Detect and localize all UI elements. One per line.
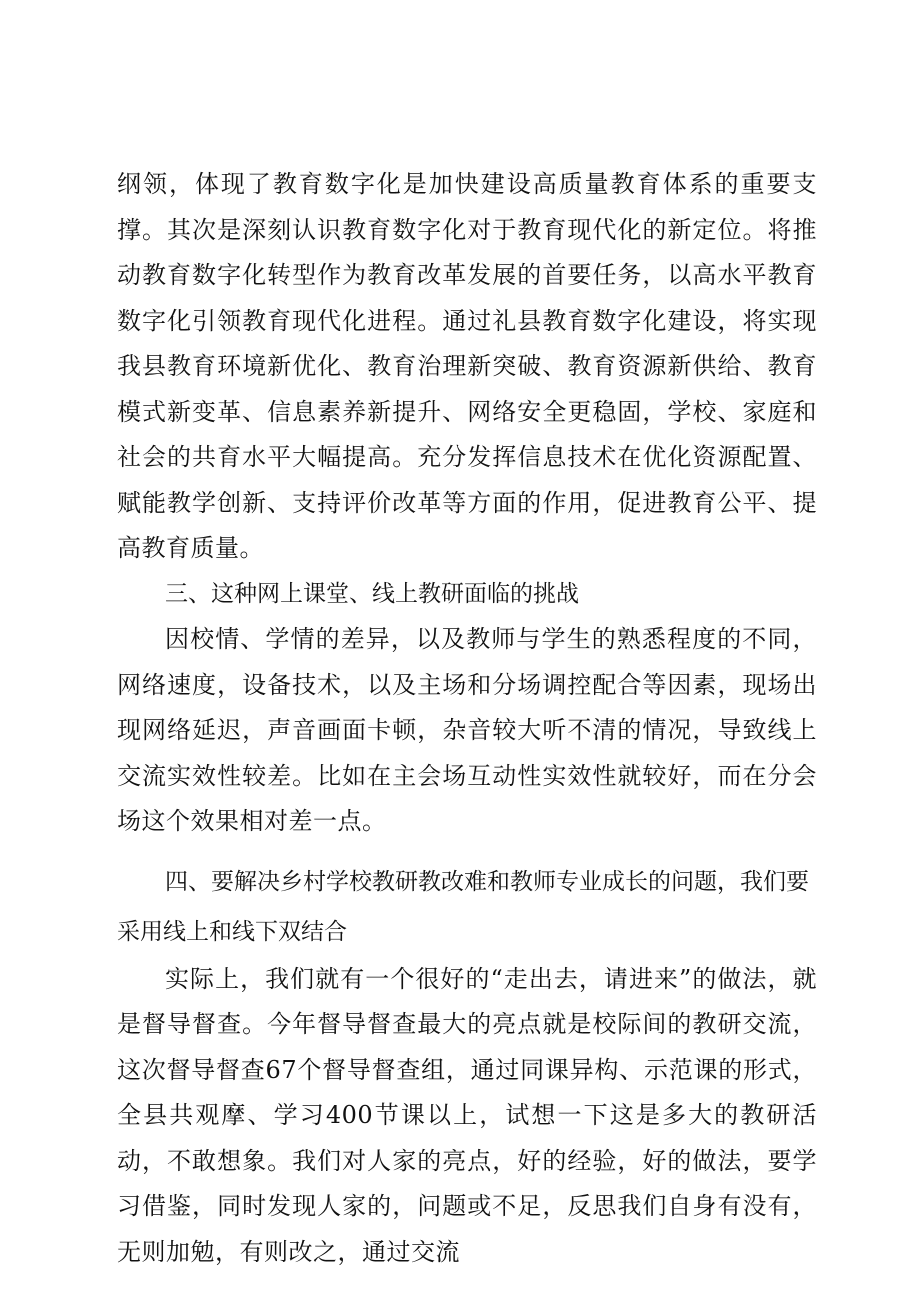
body-paragraph-continued: 纲领，体现了教育数字化是加快建设高质量教育体系的重要支撑。其次是深刻认识教育数字化对于教育现代化的新定位。将推动教育数字化转型作为教育改革发展的首要任务，以高水平教育数字化引领教育现代化进程。通过礼县教育数字化建设，将实现我县教育环境新优化、教育治理新突破、教育资源新供给、教育模式新变革、信息素养新提升、网络安全更稳固，学校、家庭和社会的共育水平大幅提高。充分发挥信息技术在优化资源配置、赋能教学创新、支持评价改革等方面的作用，促进教育公平、提高教育质量。 bbox=[117, 170, 817, 562]
section-heading-three: 三、这种网上课堂、线上教研面临的挑战 bbox=[165, 580, 579, 607]
body-paragraph-challenges: 因校情、学情的差异，以及教师与学生的熟悉程度的不同，网络速度，设备技术，以及主场和分场调控配合等因素，现场出现网络延迟，声音画面卡顿，杂音较大听不清的情况，导致线上交流实效性较差。比如在主会场互动性实效性就较好，而在分会场这个效果相对差一点。 bbox=[117, 625, 817, 835]
section-heading-four: 四、要解决乡村学校教研教改难和教师专业成长的问题，我们要采用线上和线下双结合 bbox=[117, 868, 809, 945]
body-paragraph-solutions: 实际上，我们就有一个很好的“走出去，请进来”的做法，就是督导督查。今年督导督查最大的亮点就是校际间的教研交流，这次督导督查67个督导督查组，通过同课异构、示范课的形式，全县共观摩、学习400节课以上，试想一下这是多大的教研活动，不敢想象。我们对人家的亮点，好的经验，好的做法，要学习借鉴，同时发现人家的，问题或不足，反思我们自身有没有，无则加勉，有则改之，通过交流 bbox=[117, 964, 817, 1266]
document-page bbox=[117, 162, 817, 1275]
